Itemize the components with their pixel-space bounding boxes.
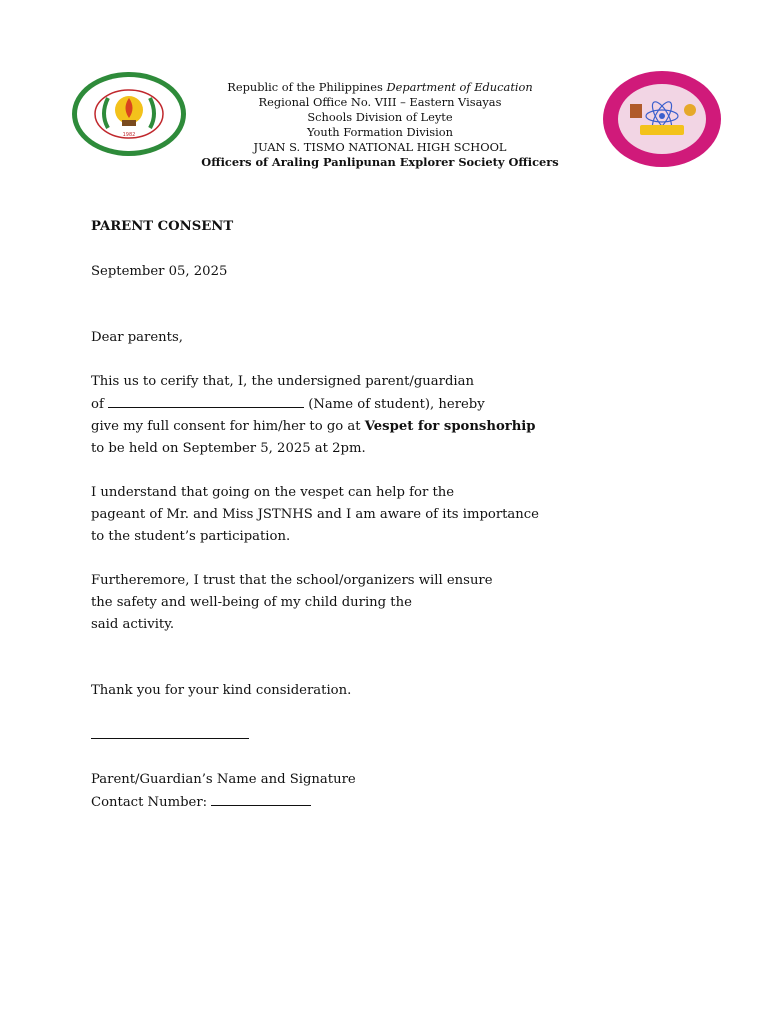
header-line-3: Schools Division of Leyte bbox=[307, 110, 453, 124]
letterhead-text bbox=[190, 80, 570, 170]
explorer-society-logo bbox=[602, 70, 722, 168]
contact-number-field[interactable] bbox=[211, 791, 311, 806]
school-seal-logo bbox=[70, 70, 188, 158]
paragraph-3-line-1: Furtheremore, I trust that the school/organizers will ensure bbox=[91, 573, 493, 588]
letter-date: September 05, 2025 bbox=[91, 264, 228, 279]
closing-line: Thank you for your kind consideration. bbox=[91, 683, 352, 698]
paragraph-2-line-1: I understand that going on the vespet can help for the bbox=[91, 485, 455, 500]
signature-field[interactable] bbox=[91, 724, 249, 739]
letterhead bbox=[0, 0, 768, 180]
paragraph-1-line-1: This us to cerify that, I, the undersigned parent/guardian bbox=[91, 374, 474, 389]
student-name-field[interactable] bbox=[108, 393, 304, 408]
header-line-1: Republic of the Philippines Department of Education bbox=[227, 80, 533, 94]
paragraph-3-line-2: the safety and well-being of my child during the bbox=[91, 595, 412, 610]
paragraph-1-line-4: to be held on September 5, 2025 at 2pm. bbox=[91, 441, 366, 456]
contact-row: Contact Number: bbox=[91, 791, 711, 814]
paragraph-1-line-2: of (Name of student), hereby bbox=[91, 393, 711, 416]
header-line-6: Officers of Araling Panlipunan Explorer Society Officers bbox=[201, 155, 559, 169]
svg-text:1982: 1982 bbox=[122, 132, 136, 138]
consent-letter bbox=[91, 216, 711, 814]
header-line-4: Youth Formation Division bbox=[306, 125, 453, 139]
deped-name: Department of Education bbox=[386, 80, 533, 94]
paragraph-2-line-3: to the student’s participation. bbox=[91, 529, 291, 544]
paragraph-2-line-2: pageant of Mr. and Miss JSTNHS and I am aware of its importance bbox=[91, 507, 539, 522]
header-line-5: JUAN S. TISMO NATIONAL HIGH SCHOOL bbox=[253, 140, 507, 154]
header-line-2: Regional Office No. VIII – Eastern Visayas bbox=[258, 95, 502, 109]
salutation: Dear parents, bbox=[91, 330, 183, 345]
signature-line-row bbox=[91, 724, 711, 747]
event-name: Vespet for sponshorhip bbox=[364, 419, 536, 434]
paragraph-1-line-3: give my full consent for him/her to go at Vespet for sponshorhip bbox=[91, 419, 536, 434]
document-title: PARENT CONSENT bbox=[91, 219, 234, 234]
paragraph-3-line-3: said activity. bbox=[91, 617, 175, 632]
signature-label: Parent/Guardian’s Name and Signature bbox=[91, 772, 356, 787]
